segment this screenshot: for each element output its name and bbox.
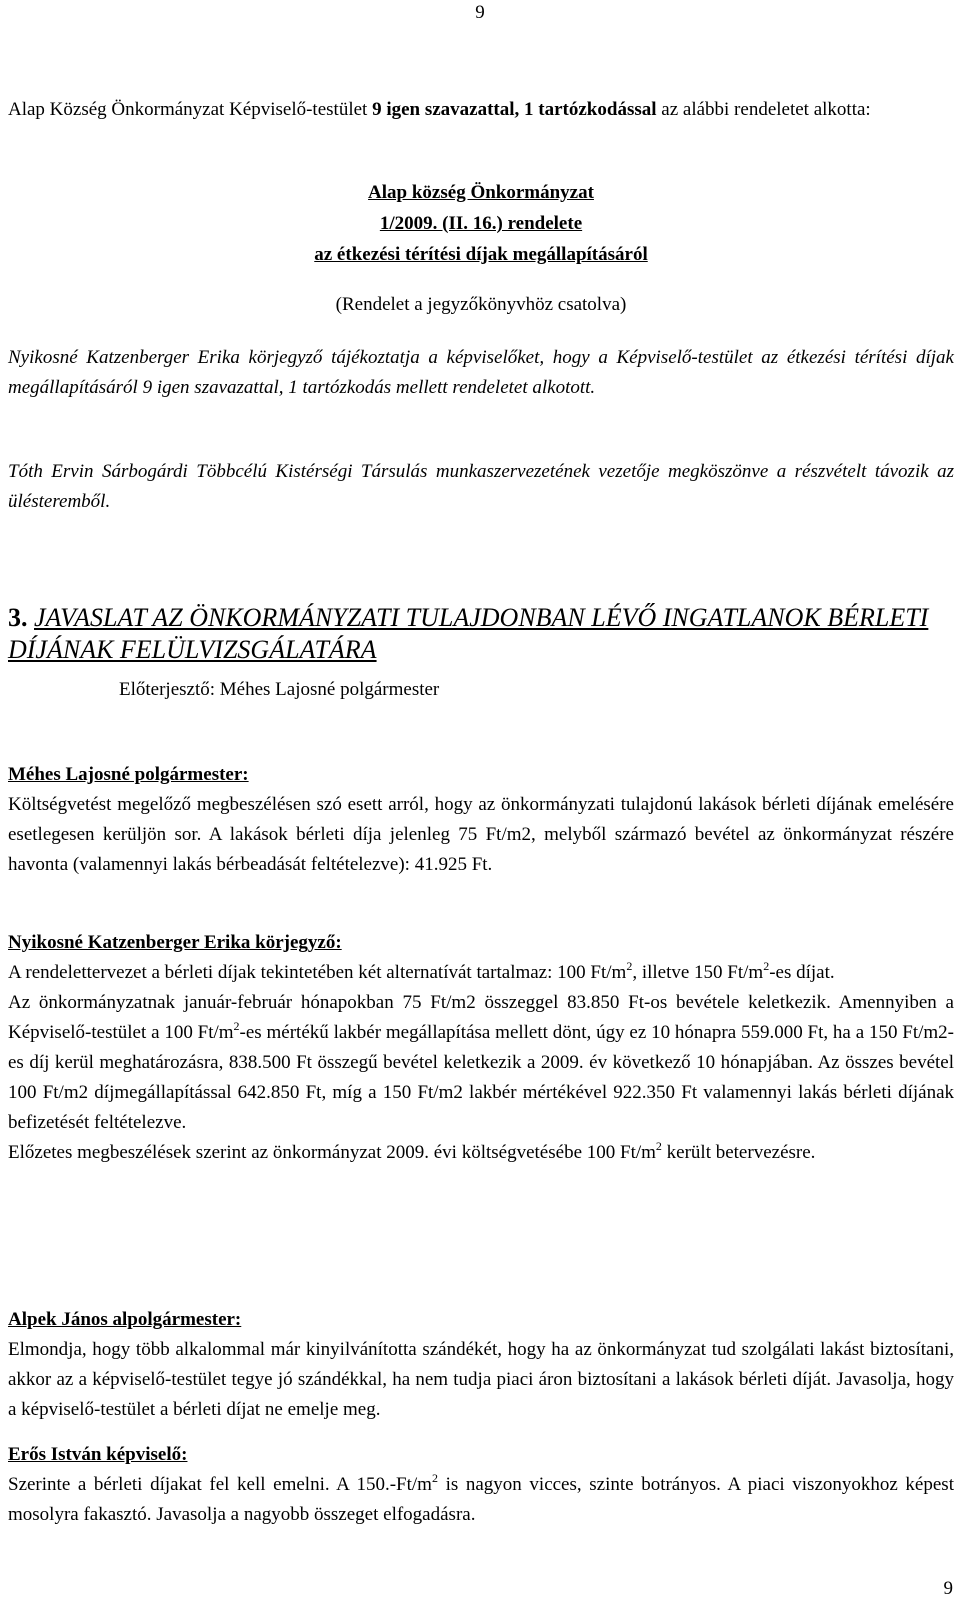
speech-2-p3-a: Előzetes megbeszélések szerint az önkormányzat 2009. évi költségvetésébe 100 Ft/m [8,1142,656,1163]
page-number-bottom: 9 [943,1578,953,1599]
speech-2-p3 [8,1138,954,1168]
speech-1 [8,760,954,880]
decree-line-3: az étkezési térítési díjak megállapításáról [314,244,648,265]
speech-2-p1 [8,958,954,988]
sup: 2 [626,959,633,973]
decree-line-1: Alap község Önkormányzat [368,182,594,203]
speech-4-text-b: is nagyon vicces, szinte botrányos. A piaci viszonyokhoz képest mosolyra fakasztó. Javasolja a nagyobb összeget elfogadásra. [8,1474,954,1525]
notary-info-paragraph: Nyikosné Katzenberger Erika körjegyző tájékoztatja a képviselőket, hogy a Képviselő-testület az étkezési térítési díjak megállapításáról 9 igen szavazattal, 1 tartózkodás mellett rendeletet alkotott. [8,347,954,398]
agenda-item-3-heading [8,602,954,666]
sup: 2 [655,1139,662,1153]
intro-text-2: az alábbi rendeletet alkotta: [656,99,871,120]
speech-2-p3-b: került betervezésre. [661,1142,816,1163]
sup: 2 [431,1471,438,1485]
decree-line-2: 1/2009. (II. 16.) rendelete [379,213,583,234]
intro-text-1: Alap Község Önkormányzat Képviselő-testület [8,99,373,120]
agenda-title: JAVASLAT AZ ÖNKORMÁNYZATI TULAJDONBAN LÉVŐ INGATLANOK BÉRLETI DÍJÁNAK FELÜLVIZSGÁLATÁRA [8,603,929,664]
speech-2-p1-a: A rendelettervezet a bérleti díjak tekintetében két alternatívát tartalmaz: 100 Ft/m [8,962,627,983]
speech-2-p2-b: -es mértékű lakbér megállapítása mellett dönt, úgy ez 10 hónapra 559.000 Ft, ha a 150 Ft/m2-es díj kerül meghatározásra, 838.500 Ft összegű bevétel keletkezik a 2009. év következő 10 hónapjában. Az összes bevétel 100 Ft/m2 díjmegállapítással 642.850 Ft, míg a 150 Ft/m2 lakbér mértékével 922.350 Ft valamennyi lakás bérleti díjának befizetését feltételezve. [8,1022,954,1133]
sup: 2 [233,1019,240,1033]
intro-votes: 9 igen szavazattal, 1 tartózkodással [372,99,657,120]
speaker-mayor: Méhes Lajosné polgármester: [8,764,249,785]
speech-3 [8,1305,954,1425]
speech-2-p2 [8,988,954,1138]
speech-1-text: Költségvetést megelőző megbeszélésen szó esett arról, hogy az önkormányzati tulajdonú lakások bérleti díjának emelésére esetlegesen kerüljön sor. A lakások bérleti díja jelenleg 75 Ft/m2, melyből származó bevétel az önkormányzat részére havonta (valamennyi lakás bérbeadását feltételezve): 41.925 Ft. [8,794,954,875]
speaker-deputy-mayor: Alpek János alpolgármester: [8,1309,242,1330]
departure-paragraph: Tóth Ervin Sárbogárdi Többcélú Kistérségi Társulás munkaszervezetének vezetője megköszönve a részvételt távozik az ülésteremből. [8,461,954,512]
agenda-number: 3. [8,603,28,632]
speech-2-p2-a: Az önkormányzatnak január-február hónapokban 75 Ft/m2 összeggel 83.850 Ft-os bevétele keletkezik. Amennyiben a Képviselő-testület a 100 Ft/m [8,992,954,1043]
speech-4-text-a: Szerinte a bérleti díjakat fel kell emelni. A 150.-Ft/m [8,1474,432,1495]
agenda-presenter: Előterjesztő: Méhes Lajosné polgármester [119,679,440,700]
speech-3-text: Elmondja, hogy több alkalommal már kinyilvánította szándékét, hogy ha az önkormányzat tud szolgálati lakást biztosítani, akkor az a képviselő-testület tegye jó szándékkal, ha nem tudja piaci áron biztosítani a lakások bérleti díját. Javasolja, hogy a képviselő-testület a bérleti díjat ne emelje meg. [8,1339,954,1420]
decree-attached-note: (Rendelet a jegyzőkönyvhöz csatolva) [335,294,627,315]
decree-title [8,177,954,270]
speech-4 [8,1440,954,1530]
speech-2 [8,928,954,1168]
speaker-notary: Nyikosné Katzenberger Erika körjegyző: [8,932,342,953]
speech-2-p1-c: -es díjat. [769,962,835,983]
speaker-representative: Erős István képviselő: [8,1444,188,1465]
page-number-top: 9 [475,2,485,23]
intro-paragraph [8,95,954,125]
speech-2-p1-b: , illetve 150 Ft/m [632,962,764,983]
sup: 2 [763,959,770,973]
speech-4-text [8,1470,954,1530]
